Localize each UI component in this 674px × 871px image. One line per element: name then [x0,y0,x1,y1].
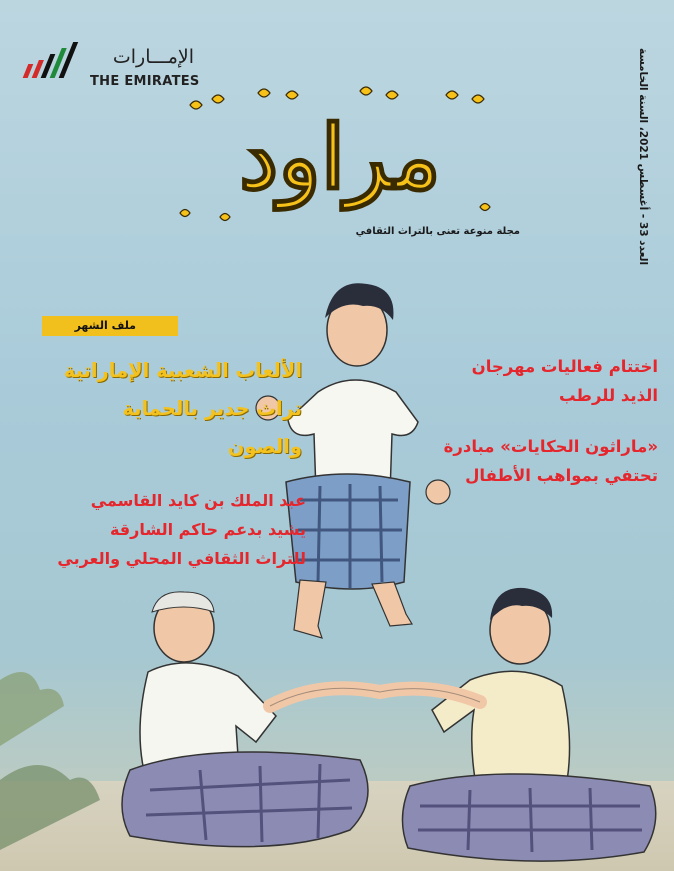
sub-headline [30,486,306,573]
sub-headline-line-3: للتراث الثقافي المحلي والعربي [57,549,306,568]
main-headline-line-2: تراث جدير بالحماية [122,397,302,420]
main-headline-line-1: الألعاب الشعبية الإماراتية [63,359,302,382]
issue-info [633,48,653,266]
right-headline-2-line-1: «ماراثون الحكايات» مبادرة [443,437,658,456]
section-label-badge [42,316,178,336]
sub-headline-line-2: يشيد بدعم حاكم الشارقة [109,520,306,539]
section-label-text: ملف الشهر [74,319,136,332]
main-headline [30,352,302,466]
magazine-tagline: مجلة منوعة تعنى بالتراث الثقافي [355,226,520,237]
magazine-title: مراود [239,105,441,209]
main-headline-line-3: والصون [227,435,302,458]
sitting-boy-right-figure [402,588,655,861]
right-headline-marathon [406,432,658,490]
logo-arabic-text: الإمـــارات [112,46,194,68]
issue-text: العدد 33 - أغسطس 2021، السنة الخامسة [637,48,649,266]
emirates-flag-marks-icon [20,40,84,86]
sitting-boy-left-figure [122,592,368,847]
right-headline-1-line-1: اختتام فعاليات مهرجان [471,357,658,376]
masthead [150,85,530,235]
right-headline-1-line-2: الذيد للرطب [558,386,658,405]
right-headline-festival [440,352,658,410]
logo-english-text: THE EMIRATES [90,74,200,89]
right-headline-2-line-2: تحتفي بمواهب الأطفال [465,466,658,485]
sub-headline-line-1: عبد الملك بن كايد القاسمي [90,491,306,510]
